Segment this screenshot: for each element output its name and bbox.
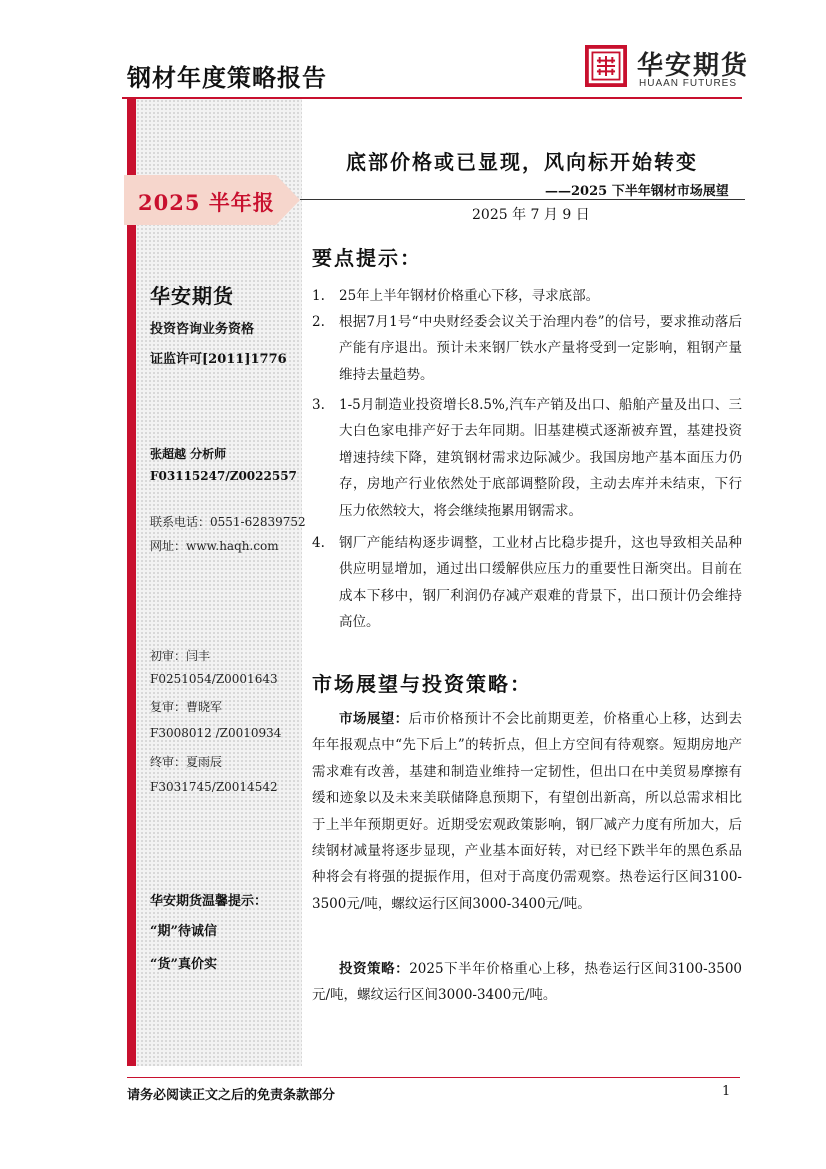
analyst-name: 张超越 分析师 [150,447,227,461]
tip-line-2: “货”真价实 [150,957,217,972]
key-point-item [312,392,742,524]
document-title: 钢材年度策略报告 [127,63,327,92]
key-point-text: 25年上半年钢材价格重心下移，寻求底部。 [339,288,600,304]
report-subtitle: ——2025 下半年钢材市场展望 [545,184,729,199]
reviewer-second: 复审：曹晓军 [150,700,223,714]
market-outlook-text: 后市价格预计不会比前期更差，价格重心上移，达到去年年报观点中“先下后上”的转折点，但上方空间有待观察。短期房地产需求难有改善，基建和制造业维持一定韧性，但出口在中美贸易摩擦有缓和迹象以及未来美联储降息预期下，有望创出新高，所以总需求相比于上半年预期更好。近期受宏观政策影响，钢厂减产力度有所加大，后续钢材减量将逐步显现，产业基本面好转，对已经下跌半年的黑色系品种将会有将强的提振作用，但对于高度仍需观察。热卷运行区间3100-3500元/吨，螺纹运行区间3000-3400元/吨。 [312,711,743,912]
key-point-text: 根据7月1号“中央财经委会议关于治理内卷”的信号，要求推动落后产能有序退出。预计未来钢厂铁水产量将受到一定影响，粗钢产量维持去量趋势。 [339,314,742,383]
market-outlook-paragraph [312,706,742,917]
key-point-number: 1. [312,288,325,304]
key-point-number: 3. [312,397,325,413]
tip-title: 华安期货温馨提示： [150,894,268,909]
key-point-text: 钢厂产能结构逐步调整，工业材占比稳步提升，这也导致相关品种供应明显增加，通过出口缓解供应压力的重要性日渐突出。目前在成本下移中，钢厂利润仍存减产艰难的背景下，出口预计仍会维持高位。 [339,535,742,631]
reviewer-second-id: F3008012 /Z0010934 [150,726,282,740]
reviewer-first: 初审：闫丰 [150,649,211,663]
disclaimer-note: 请务必阅读正文之后的免责条款部分 [127,1088,336,1103]
tip-line-1: “期”待诚信 [150,924,217,939]
contact-phone: 联系电话：0551-62839752 [150,515,306,529]
investment-strategy-paragraph [312,956,742,1009]
key-point-item [312,530,742,636]
company-logo [585,45,750,93]
strategy-heading: 市场展望与投资策略： [312,672,532,696]
page-number: 1 [722,1084,731,1099]
key-point-number: 4. [312,535,325,551]
report-title: 底部价格或已显现，风向标开始转变 [346,150,698,174]
report-date: 2025 年 7 月 9 日 [472,207,590,223]
key-point-item [312,309,742,388]
footer-divider [127,1077,740,1078]
report-badge [124,175,300,225]
badge-label: 2025 半年报 [138,190,275,215]
reviewer-final-id: F3031745/Z0014542 [150,780,278,794]
sidebar-accent-bar [127,99,136,1066]
reviewer-final: 终审：夏雨辰 [150,755,223,769]
analyst-id: F03115247/Z0022557 [150,469,297,483]
license-line-2: 证监许可[2011]1776 [150,352,287,367]
sidebar-company-name: 华安期货 [150,284,234,308]
logo-english-name: HUAAN FUTURES [639,78,738,89]
license-line-1: 投资咨询业务资格 [150,322,255,337]
investment-strategy-label: 投资策略： [339,961,410,977]
investment-strategy-text: 2025下半年价格重心上移，热卷运行区间3100-3500元/吨，螺纹运行区间3000-3400元/吨。 [312,961,742,1004]
logo-chinese-name: 华安期货 [637,51,750,81]
market-outlook-label: 市场展望： [339,711,409,727]
reviewer-first-id: F0251054/Z0001643 [150,672,278,686]
logo-mark-icon [585,45,627,87]
title-divider [300,199,745,200]
key-point-item [312,283,742,309]
key-point-text: 1-5月制造业投资增长8.5%,汽车产销及出口、船舶产量及出口、三大白色家电排产好于去年同期。旧基建模式逐渐被弃置，基建投资增速持续下降，建筑钢材需求边际减少。我国房地产基本面压力仍存，房地产行业依然处于底部调整阶段，主动去库并未结束，下行压力依然较大，将会继续拖累用钢需求。 [339,397,742,519]
website: 网址：www.haqh.com [150,539,279,553]
key-points-heading: 要点提示： [312,246,422,270]
key-point-number: 2. [312,314,325,330]
